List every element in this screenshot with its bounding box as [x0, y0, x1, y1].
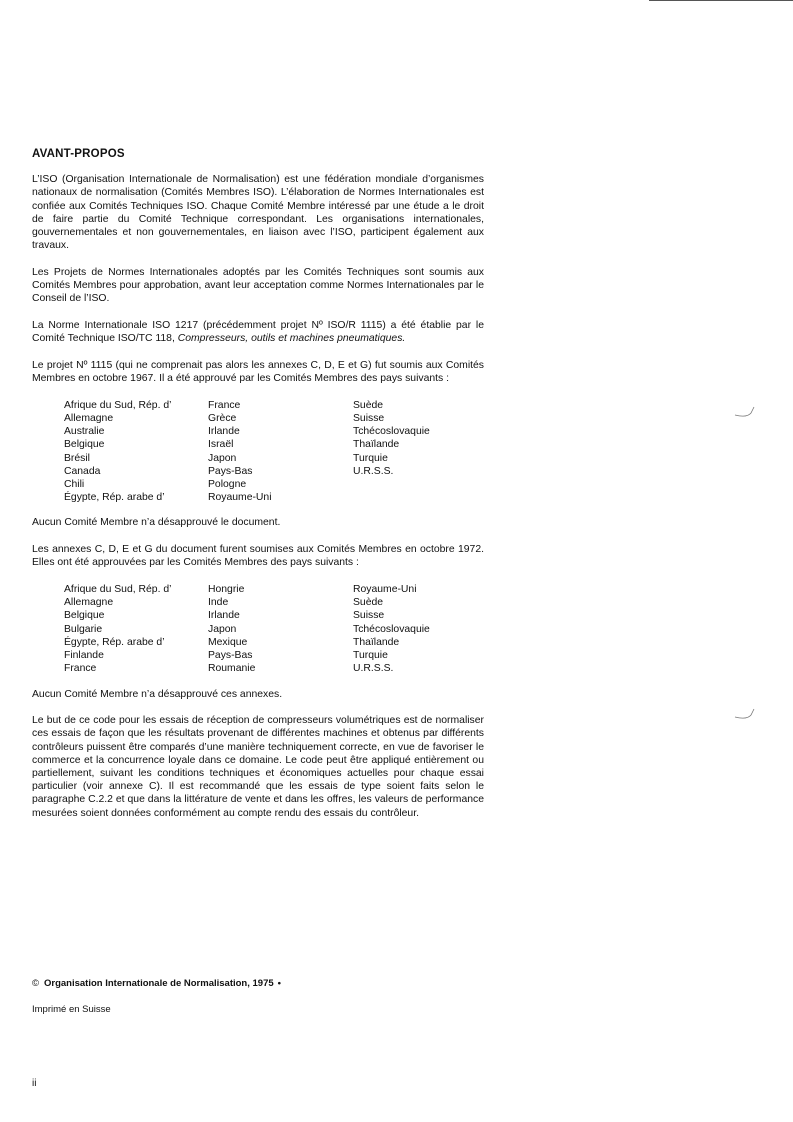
country-name: Afrique du Sud, Rép. d’ [64, 584, 172, 596]
paragraph-projects: Les Projets de Normes Internationales adoptés par les Comités Techniques sont soumis aux Comités Membres pour approbation, avant leur acceptation comme Normes Internationales par le Conseil de l’ISO. [32, 266, 484, 305]
country-name: Chili [64, 479, 85, 491]
country-name: Bulgarie [64, 623, 103, 635]
country-name: Belgique [64, 439, 105, 451]
country-name: U.R.S.S. [353, 465, 394, 477]
page-number: ii [32, 1078, 37, 1089]
paragraph-annexes: Les annexes C, D, E et G du document furent soumises aux Comités Membres en octobre 1972. Elles ont été approuvées par les Comités Membres des pays suivants : [32, 544, 484, 569]
approving-countries-list-1972 [64, 583, 484, 675]
country-name: Finlande [64, 650, 104, 662]
country-name: Thaïlande [353, 636, 400, 648]
copyright-text: Organisation Internationale de Normalisation, 1975 [44, 978, 274, 989]
paragraph-project-1115: Le projet Nº 1115 (qui ne comprenait pas alors les annexes C, D, E et G) fut soumis aux Comités Membres en octobre 1967. Il a été approuvé par les Comités Membres des pays suivants : [32, 359, 484, 385]
country-name: Grèce [208, 413, 237, 425]
country-name: Pologne [208, 479, 247, 491]
copyright-symbol: © [32, 978, 39, 989]
standard-origin-text: La Norme Internationale ISO 1217 (précédemment projet Nº ISO/R 1115) a été établie par le Comité Technique ISO/TC 118, [32, 320, 484, 345]
copyright-line [32, 978, 281, 989]
paragraph-standard-origin [32, 319, 484, 345]
country-name: Mexique [208, 636, 248, 648]
country-name: Canada [64, 465, 101, 477]
country-name: Allemagne [64, 413, 114, 425]
country-name [353, 478, 483, 491]
country-name: France [208, 399, 241, 411]
country-name: Pays-Bas [208, 650, 253, 662]
country-name: Suède [353, 597, 384, 609]
country-name: Tchécoslovaquie [353, 426, 430, 438]
country-name: Israël [208, 439, 234, 451]
country-name: Pays-Bas [208, 465, 253, 477]
paragraph-no-disapproval-annexes: Aucun Comité Membre n’a désapprouvé ces annexes. [32, 688, 283, 700]
country-name: Inde [208, 597, 229, 609]
country-name: Brésil [64, 452, 90, 464]
country-name: Suède [353, 399, 384, 411]
country-name: Irlande [208, 426, 240, 438]
foreword-section [32, 148, 484, 833]
printed-in-text: Imprimé en Suisse [32, 1004, 111, 1015]
country-name: Suisse [353, 413, 385, 425]
country-name: Afrique du Sud, Rép. d’ [64, 399, 172, 411]
country-name: Hongrie [208, 584, 245, 596]
margin-mark [733, 404, 757, 418]
country-name: Turquie [353, 452, 388, 464]
country-name: Allemagne [64, 597, 114, 609]
country-name: Égypte, Rép. arabe d’ [64, 636, 165, 648]
country-name: Roumanie [208, 663, 256, 675]
country-name: Royaume-Uni [353, 584, 417, 596]
copyright-bullet: • [277, 978, 281, 989]
committee-title: Compresseurs, outils et machines pneumatiques. [177, 333, 406, 345]
country-name: Royaume-Uni [208, 492, 272, 504]
section-heading: AVANT-PROPOS [32, 148, 125, 160]
margin-mark [733, 706, 757, 720]
country-name [353, 491, 483, 504]
country-name: France [64, 663, 97, 675]
country-name: Irlande [208, 610, 240, 622]
country-name: Belgique [64, 610, 105, 622]
country-name: Australie [64, 426, 105, 438]
paragraph-iso-intro: L’ISO (Organisation Internationale de Normalisation) est une fédération mondiale d’organismes nationaux de normalisation (Comités Membres ISO). L’élaboration de Normes Internationales est confiée aux Comités Techniques ISO. Chaque Comité Membre intéressé par une étude a le droit de faire partie du Comité Technique correspondant. Les organisations internationales, gouvernementales et non gouvernementales, en liaison avec l’ISO, participent également aux travaux. [32, 174, 484, 252]
paragraph-no-disapproval-document: Aucun Comité Membre n’a désapprouvé le document. [32, 517, 281, 529]
country-name: Tchécoslovaquie [353, 623, 430, 635]
country-name: Japon [208, 452, 237, 464]
country-name: Turquie [353, 650, 388, 662]
approving-countries-list-1967 [64, 399, 484, 505]
paragraph-code-purpose: Le but de ce code pour les essais de réception de compresseurs volumétriques est de normaliser ces essais de façon que les résultats provenant de différentes machines et obtenus par différents contrôleurs puissent être comparés d’une manière techniquement correcte, en vue de favoriser le commerce et la concurrence loyale dans ce domaine. Le code peut être appliqué entièrement ou partiellement, suivant les conditions techniques et économiques actuelles pour chaque essai particulier (voir annexe C). Il est recommandé que les essais de type soient faits selon le paragraphe C.2.2 et que dans la littérature de vente et dans les offres, les valeurs de performance mesurées soient données conformément au compte rendu des essais du contrôleur. [32, 715, 484, 819]
top-edge-rule [649, 0, 793, 1]
country-name: U.R.S.S. [353, 663, 394, 675]
country-name: Thaïlande [353, 439, 400, 451]
country-name: Égypte, Rép. arabe d’ [64, 492, 165, 504]
country-name: Japon [208, 623, 237, 635]
country-name: Suisse [353, 610, 385, 622]
